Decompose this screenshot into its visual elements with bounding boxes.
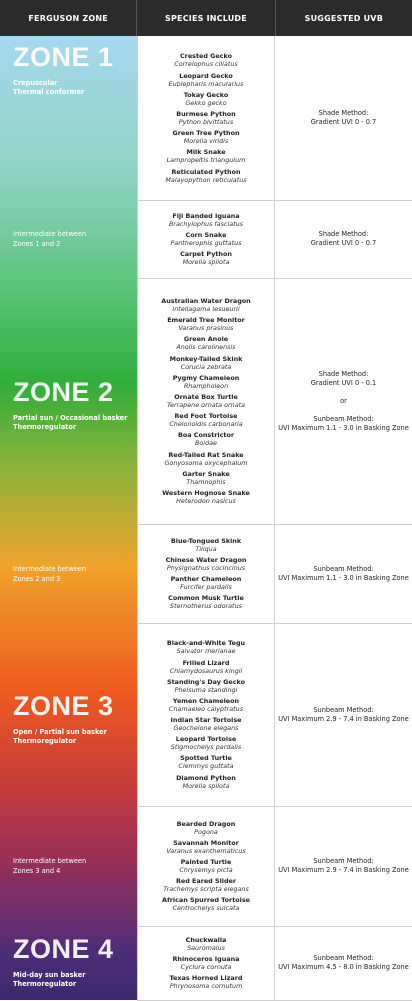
uvb-cell — [275, 200, 412, 278]
species-latin-name: Anolis carolinensis — [176, 343, 236, 352]
species-common-name: Painted Turtle — [180, 858, 232, 866]
species-common-name: Common Musk Turtle — [168, 594, 244, 603]
species-item — [179, 858, 232, 874]
species-item — [166, 839, 245, 855]
species-common-name: Standing's Day Gecko — [166, 677, 246, 686]
species-cell — [137, 278, 275, 524]
species-cell — [137, 36, 275, 200]
species-item — [167, 316, 245, 332]
species-item — [162, 896, 250, 912]
zone-description: Intermediate between — [13, 857, 87, 865]
species-latin-name: Intellagama lesueurii — [172, 305, 240, 314]
species-latin-name: Geochelone elegans — [173, 724, 239, 733]
species-item — [182, 470, 229, 486]
species-common-name: Texas Horned Lizard — [169, 974, 243, 983]
species-item — [169, 412, 242, 428]
species-latin-name: Varanus exanthematicus — [166, 846, 246, 855]
zone-description: Thermoregulator — [13, 423, 77, 431]
species-item — [164, 451, 247, 467]
table-row — [137, 278, 412, 525]
species-latin-name: Stigmochelys pardalis — [170, 743, 242, 752]
zone-description: Open / Partial sun basker — [13, 727, 107, 736]
species-item — [178, 431, 234, 447]
species-latin-name: Morelia spilota — [182, 781, 230, 790]
uvb-cell — [275, 36, 412, 200]
zone-description: Intermediate between — [13, 564, 87, 573]
zone-description: Mid-day sun basker — [13, 971, 86, 979]
species-item — [170, 659, 243, 675]
species-latin-name: Gonyosoma oxycephalum — [164, 458, 248, 467]
species-item — [161, 297, 250, 313]
species-latin-name: Morelia viridis — [183, 137, 229, 146]
species-latin-name: Phrynosoma cornutum — [169, 982, 243, 991]
zone-title: ZONE 3 — [13, 690, 114, 721]
zone-description: Intermediate between — [13, 230, 87, 238]
uvb-line: Shade Method: — [318, 109, 369, 117]
species-common-name: Panther Chameleon — [170, 575, 242, 584]
species-latin-name: Brachylophus fasciatus — [168, 219, 244, 228]
uvb-line: Shade Method: — [318, 230, 369, 238]
species-latin-name: Chlamydosaurus kingii — [169, 666, 243, 675]
header-suggested-uvb: SUGGESTED UVB — [304, 13, 383, 23]
uvb-line: Sunbeam Method: — [313, 705, 374, 714]
species-common-name: African Spurred Tortoise — [162, 896, 250, 905]
species-item — [162, 489, 250, 505]
species-common-name: Black-and-White Tegu — [166, 639, 246, 648]
species-common-name: Crested Gecko — [179, 52, 232, 61]
species-item — [169, 697, 243, 713]
header-species-include: SPECIES INCLUDE — [136, 0, 275, 36]
species-latin-name: Sauromalus — [187, 943, 225, 952]
species-item — [172, 129, 239, 145]
zone-cell — [0, 806, 137, 926]
species-latin-name: Pantherophis guttatus — [170, 239, 242, 247]
species-common-name: Blue-Tongued Skink — [170, 536, 242, 545]
uvb-line: Sunbeam Method: — [313, 564, 374, 573]
species-item — [170, 974, 243, 990]
species-item — [163, 877, 249, 893]
species-item — [176, 774, 236, 790]
species-item — [186, 936, 227, 952]
uvb-cell — [275, 806, 412, 926]
zone-cell — [0, 278, 137, 524]
uvb-cell — [275, 926, 412, 1000]
species-common-name: Australian Water Dragon — [161, 297, 251, 306]
species-item — [168, 594, 244, 610]
species-common-name: Savannah Monitor — [173, 838, 239, 847]
species-item — [171, 716, 242, 732]
species-common-name: Garter Snake — [182, 469, 230, 478]
uvb-line: Gradient UVI 0 - 0.7 — [310, 118, 377, 126]
species-item — [167, 678, 245, 694]
species-latin-name: Thamnophis — [186, 477, 226, 486]
species-item — [170, 231, 241, 247]
species-common-name: Diamond Python — [176, 773, 236, 782]
zone-description: Thermoregulator — [13, 980, 77, 988]
zone-description: Zones 3 and 4 — [13, 867, 61, 875]
species-item — [174, 52, 237, 68]
species-common-name: Leopard Gecko — [179, 71, 233, 80]
species-common-name: Red Eared Slider — [175, 877, 237, 886]
species-cell — [137, 623, 275, 806]
zone-description: Thermoregulator — [13, 736, 77, 745]
species-latin-name: Clemmys guttata — [178, 762, 234, 771]
uvb-line: UVI Maximum 2.9 - 7.4 in Basking Zone — [278, 866, 409, 874]
species-common-name: Pygmy Chameleon — [172, 373, 240, 382]
species-latin-name: Heterodon nasicus — [176, 496, 236, 505]
species-common-name: Spotted Turtle — [180, 754, 232, 763]
species-common-name: Milk Snake — [186, 148, 226, 157]
species-latin-name: Physignathus cocincinus — [166, 563, 246, 572]
species-item — [167, 639, 245, 655]
species-item — [176, 110, 235, 126]
species-latin-name: Corucia zebrata — [180, 362, 232, 371]
zone-cell — [0, 200, 137, 278]
zone-cell — [0, 926, 137, 1000]
species-common-name: Bearded Dragon — [176, 819, 236, 828]
uvb-line: UVI Maximum 1.1 - 3.0 in Basking Zone — [278, 573, 409, 582]
species-cell — [137, 806, 275, 926]
species-common-name: Indian Star Tortoise — [170, 716, 242, 725]
species-common-name: Chuckwalla — [185, 935, 227, 944]
species-item — [166, 556, 247, 572]
table-row — [137, 926, 412, 1001]
uvb-line: UVI Maximum 1.1 - 3.0 in Basking Zone — [278, 423, 409, 432]
species-latin-name: Pogona — [194, 827, 218, 836]
species-common-name: Western Hognose Snake — [162, 488, 250, 497]
species-latin-name: Salvator merianae — [176, 647, 236, 656]
species-latin-name: Chamaeleo calyptratus — [168, 704, 244, 713]
species-common-name: Yemen Chameleon — [172, 696, 240, 705]
uvb-line: Sunbeam Method: — [313, 954, 374, 962]
species-item — [177, 820, 236, 836]
species-common-name: Green Anole — [183, 335, 229, 344]
zone-title: ZONE 4 — [13, 934, 114, 964]
species-common-name: Emerald Tree Monitor — [167, 316, 245, 325]
species-common-name: Rhinoceros Iguana — [172, 955, 240, 963]
species-latin-name: Chrysemys picta — [179, 866, 233, 874]
species-item — [169, 72, 244, 88]
species-latin-name: Sternotherus odoratus — [170, 602, 242, 611]
species-item — [165, 168, 246, 184]
zone-cell — [0, 623, 137, 806]
species-item — [173, 955, 240, 971]
species-item — [167, 393, 245, 409]
species-common-name: Red-Tailed Rat Snake — [168, 450, 244, 459]
species-common-name: Reticulated Python — [171, 167, 241, 176]
species-item — [169, 212, 243, 228]
species-common-name: Frilled Lizard — [182, 658, 230, 667]
species-latin-name: Morelia spilota — [182, 258, 230, 267]
zone-title: ZONE 1 — [13, 42, 114, 72]
zone-title: ZONE 2 — [13, 377, 114, 407]
species-item — [171, 735, 241, 751]
header-ferguson-zone: FERGUSON ZONE — [28, 13, 108, 23]
species-latin-name: Chelonoidis carbonaria — [169, 420, 243, 429]
species-cell — [137, 200, 275, 278]
uvb-cell — [275, 524, 412, 623]
table-header — [0, 0, 412, 36]
species-common-name: Ornate Box Turtle — [174, 393, 238, 401]
species-item — [178, 754, 233, 770]
species-common-name: Leopard Tortoise — [175, 735, 237, 744]
uvb-line: Gradient UVI 0 - 0.1 — [310, 378, 377, 387]
species-latin-name: Cyclura cornuta — [180, 963, 232, 971]
species-latin-name: Correlophus ciliatus — [174, 60, 238, 69]
uvb-line: Shade Method: — [318, 369, 369, 378]
species-cell — [137, 524, 275, 623]
species-item — [180, 250, 232, 266]
species-latin-name: Tiliqua — [195, 544, 217, 553]
species-cell — [137, 926, 275, 1000]
zone-description: Zones 2 and 3 — [13, 574, 61, 583]
species-latin-name: Furcifer pardalis — [180, 583, 232, 592]
species-common-name: Burmese Python — [176, 110, 236, 118]
zone-cell — [0, 36, 137, 200]
species-common-name: Boa Constrictor — [177, 431, 234, 440]
uvb-line: UVI Maximum 4.5 - 8.0 in Basking Zone — [278, 963, 409, 971]
zone-description: Thermal conformer — [13, 88, 85, 96]
species-common-name: Carpet Python — [180, 250, 232, 259]
species-item — [171, 537, 241, 553]
species-latin-name: Boidae — [195, 439, 217, 448]
species-latin-name: Terrapene ornata ornata — [166, 401, 246, 409]
table-row — [137, 524, 412, 624]
uvb-line: Sunbeam Method: — [313, 414, 374, 423]
species-common-name: Green Tree Python — [172, 129, 240, 138]
species-latin-name: Rhampholeon — [183, 381, 229, 390]
species-latin-name: Malayopython reticulatus — [165, 175, 247, 184]
species-common-name: Monkey-Tailed Skink — [169, 354, 243, 363]
table-row — [137, 806, 412, 927]
zone-description: Crepuscular — [13, 79, 58, 87]
uvb-line: UVI Maximum 2.9 - 7.4 in Basking Zone — [278, 714, 409, 723]
species-latin-name: Gekko gecko — [185, 98, 227, 107]
species-item — [184, 91, 229, 107]
species-latin-name: Lampropeltis triangulum — [166, 156, 246, 165]
zone-description: Zones 1 and 2 — [13, 240, 61, 248]
uvb-cell — [275, 623, 412, 806]
species-common-name: Chinese Water Dragon — [165, 555, 247, 564]
table-row — [137, 36, 412, 201]
species-item — [173, 374, 240, 390]
uvb-line: Gradient UVI 0 - 0.7 — [310, 239, 377, 247]
uvb-cell — [275, 278, 412, 524]
species-common-name: Red Foot Tortoise — [174, 412, 238, 421]
species-latin-name: Eublepharis macularius — [168, 79, 244, 88]
species-latin-name: Python bivittatus — [178, 118, 234, 126]
species-latin-name: Phelsuma standingi — [174, 685, 238, 694]
uvb-line: Sunbeam Method: — [313, 857, 374, 865]
species-item — [176, 335, 235, 351]
zone-description: Partial sun / Occasional basker — [13, 414, 128, 422]
species-item — [171, 575, 242, 591]
species-item — [167, 148, 246, 164]
table-row — [137, 623, 412, 807]
species-latin-name: Varanus prasinus — [178, 324, 234, 333]
species-item — [170, 355, 243, 371]
species-common-name: Corn Snake — [185, 231, 227, 239]
uvb-line: or — [340, 396, 347, 405]
species-common-name: Fiji Banded Iguana — [172, 211, 240, 220]
zone-cell — [0, 524, 137, 623]
species-common-name: Tokay Gecko — [183, 90, 229, 99]
species-latin-name: Trachemys scripta elegans — [163, 885, 249, 894]
species-latin-name: Centrochelys sulcata — [172, 904, 240, 913]
table-row — [137, 200, 412, 279]
